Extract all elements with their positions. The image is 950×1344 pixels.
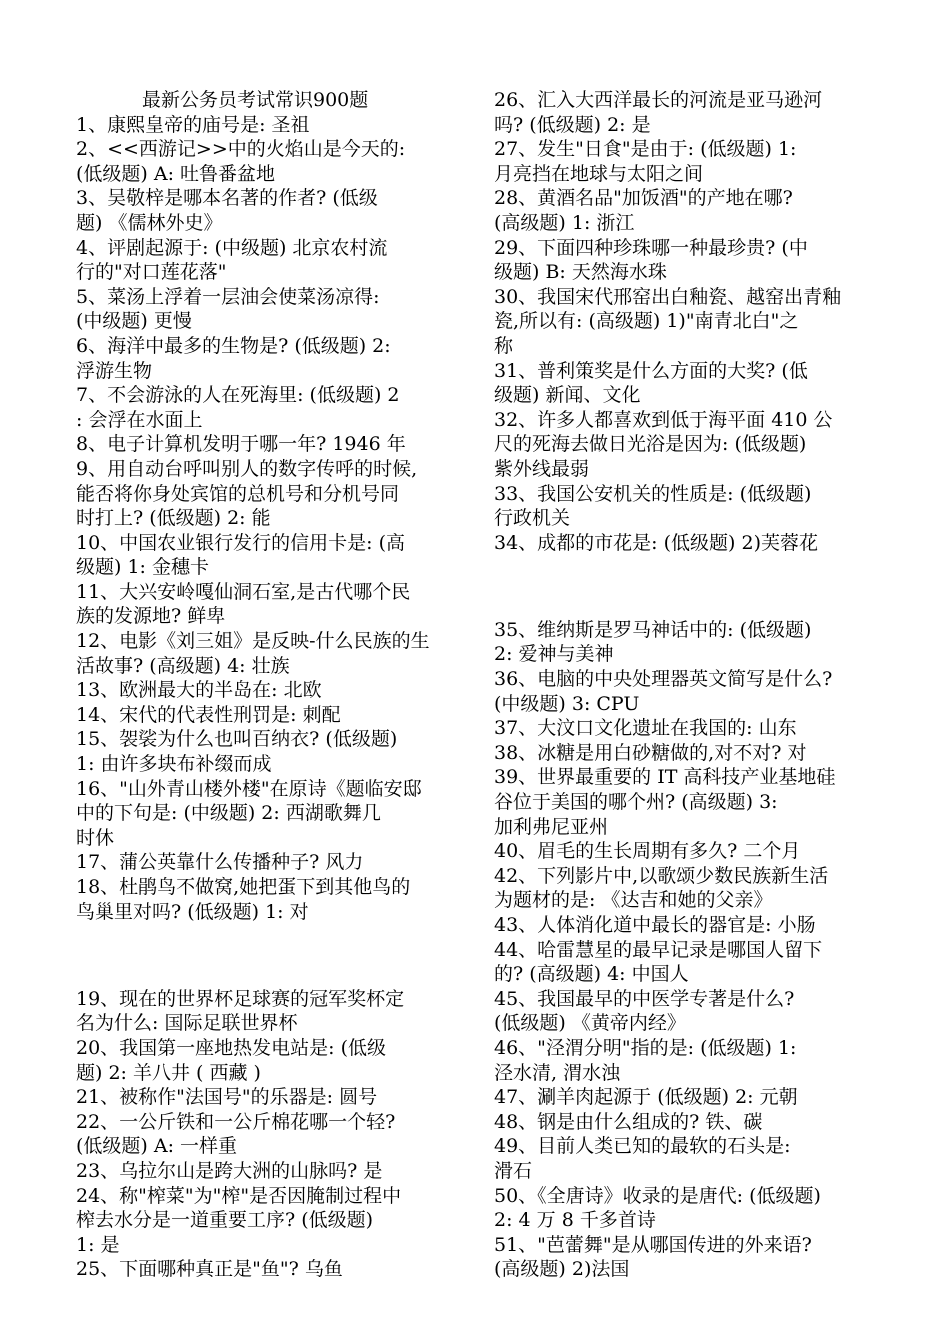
text-line: 44、哈雷慧星的最早记录是哪国人留下 xyxy=(494,938,823,961)
text-line: (高级题) 2)法国 xyxy=(494,1258,630,1281)
text-line: (中级题) 更慢 xyxy=(76,310,192,333)
text-line: 20、我国第一座地热发电站是: (低级 xyxy=(76,1036,387,1059)
text-line: 加利弗尼亚州 xyxy=(494,815,609,838)
text-line: 48、钢是由什么组成的? 铁、碳 xyxy=(494,1110,763,1133)
text-line: 27、发生"日食"是由于: (低级题) 1: xyxy=(494,138,797,161)
text-line: 滑石 xyxy=(494,1159,533,1182)
text-line: 紫外线最弱 xyxy=(494,457,590,480)
text-line: 时休 xyxy=(76,826,115,849)
text-line: 8、电子计算机发明于哪一年? 1946 年 xyxy=(76,433,406,456)
text-line: 16、"山外青山楼外楼"在原诗《题临安邸 xyxy=(76,777,422,800)
text-line: 称 xyxy=(494,334,514,357)
blank-line xyxy=(76,943,466,968)
text-line: 43、人体消化道中最长的器官是: 小肠 xyxy=(494,914,816,936)
text-line: 级题) 1: 金穗卡 xyxy=(76,556,209,579)
text-line: 50、《全唐诗》收录的是唐代: (低级题) xyxy=(494,1184,821,1207)
text-line: 2: 4 万 8 千多首诗 xyxy=(494,1209,656,1232)
left-question-list xyxy=(76,113,466,1282)
text-line: (低级题) A: 吐鲁番盆地 xyxy=(76,162,276,185)
right-question-list xyxy=(494,88,886,1282)
text-line: 14、宋代的代表性刑罚是: 刺配 xyxy=(76,703,341,726)
text-line: : 会浮在水面上 xyxy=(76,408,203,431)
text-line: 39、世界最重要的 IT 高科技产业基地硅 xyxy=(494,766,836,789)
text-line: 级题) 新闻、文化 xyxy=(494,384,641,407)
text-line: 32、许多人都喜欢到低于海平面 410 公 xyxy=(494,408,833,431)
text-line: 38、冰糖是用白砂糖做的,对不对? 对 xyxy=(494,741,807,764)
text-line: 2: 爱神与美神 xyxy=(494,643,614,666)
text-line: 29、下面四种珍珠哪一种最珍贵? (中 xyxy=(494,236,808,259)
text-line: 尺的死海去做日光浴是因为: (低级题) xyxy=(494,433,807,456)
text-line: 题) 2: 羊八井 ( 西藏 ) xyxy=(76,1061,261,1084)
text-line: 题) 《儒林外史》 xyxy=(76,211,223,234)
text-line: 9、用自动台呼叫别人的数字传呼的时候, xyxy=(76,457,418,480)
text-line: 2、<<西游记>>中的火焰山是今天的: xyxy=(76,138,406,161)
text-line: 34、成都的市花是: (低级题) 2)芙蓉花 xyxy=(494,531,818,554)
text-line: 谷位于美国的哪个州? (高级题) 3: xyxy=(494,791,778,814)
text-line: 51、"芭蕾舞"是从哪国传进的外来语? xyxy=(494,1233,812,1256)
text-line: 月亮挡在地球与太阳之间 xyxy=(494,162,704,185)
text-line: 能否将你身处宾馆的总机号和分机号同 xyxy=(76,482,400,505)
text-line: 1、康熙皇帝的庙号是: 圣祖 xyxy=(76,113,310,136)
text-line: (低级题) 《黄帝内经》 xyxy=(494,1012,686,1035)
text-line: (中级题) 3: CPU xyxy=(494,692,640,715)
text-line: 37、大汶口文化遗址在我国的: 山东 xyxy=(494,717,797,740)
left-column xyxy=(76,88,466,1282)
text-line: 鸟巢里对吗? (低级题) 1: 对 xyxy=(76,900,309,923)
text-line: 26、汇入大西洋最长的河流是亚马逊河 xyxy=(494,89,823,111)
text-line: 时打上? (低级题) 2: 能 xyxy=(76,507,271,530)
text-line: 1: 是 xyxy=(76,1233,120,1256)
text-line: 榨去水分是一道重要工序? (低级题) xyxy=(76,1209,374,1232)
text-line: 36、电脑的中央处理器英文简写是什么? xyxy=(494,668,833,691)
text-line: 行的"对口莲花落" xyxy=(76,261,227,284)
text-line: 瓷,所以有: (高级题) 1)"南青北白"之 xyxy=(494,310,799,333)
text-line: 5、菜汤上浮着一层油会使菜汤凉得: xyxy=(76,285,380,308)
text-line: 行政机关 xyxy=(494,507,571,530)
text-line: 17、蒲公英靠什么传播种子? 风力 xyxy=(76,851,364,874)
text-line: 30、我国宋代邢窑出白釉瓷、越窑出青釉 xyxy=(494,285,842,308)
text-line: 31、普利策奖是什么方面的大奖? (低 xyxy=(494,359,808,382)
text-line: 33、我国公安机关的性质是: (低级题) xyxy=(494,482,812,505)
text-line: 28、黄酒名品"加饭酒"的产地在哪? xyxy=(494,187,793,210)
text-line: 35、维纳斯是罗马神话中的: (低级题) xyxy=(494,618,812,641)
text-line: 15、袈裟为什么也叫百纳衣? (低级题) xyxy=(76,728,398,751)
text-line: 10、中国农业银行发行的信用卡是: (高 xyxy=(76,531,406,554)
text-line: 22、一公斤铁和一公斤棉花哪一个轻? xyxy=(76,1110,396,1133)
page-title: 最新公务员考试常识900题 xyxy=(142,89,369,111)
text-line: 为题材的是: 《达吉和她的父亲》 xyxy=(494,889,773,912)
text-line: 6、海洋中最多的生物是? (低级题) 2: xyxy=(76,334,391,357)
text-line: 40、眉毛的生长周期有多久? 二个月 xyxy=(494,840,801,863)
text-line: (低级题) A: 一样重 xyxy=(76,1135,238,1158)
text-line: 1: 由许多块布补缀而成 xyxy=(76,753,272,776)
text-line: 18、杜鹃鸟不做窝,她把蛋下到其他鸟的 xyxy=(76,876,411,898)
text-line: 族的发源地? 鲜卑 xyxy=(76,605,226,628)
text-line: 浮游生物 xyxy=(76,359,153,382)
text-line: 3、吴敬梓是哪本名著的作者? (低级 xyxy=(76,187,378,210)
text-line: 4、评剧起源于: (中级题) 北京农村流 xyxy=(76,236,388,259)
text-line: 47、涮羊肉起源于 (低级题) 2: 元朝 xyxy=(494,1086,798,1109)
text-line: 42、下列影片中,以歌颂少数民族新生活 xyxy=(494,864,829,887)
text-line: 45、我国最早的中医学专著是什么? xyxy=(494,987,795,1010)
text-line: 名为什么: 国际足联世界杯 xyxy=(76,1012,298,1035)
text-line: 12、电影《刘三姐》是反映-什么民族的生 xyxy=(76,630,430,653)
blank-line xyxy=(494,574,886,599)
text-line: 活故事? (高级题) 4: 壮族 xyxy=(76,654,290,677)
text-line: (高级题) 1: 浙江 xyxy=(494,211,635,234)
text-line: 19、现在的世界杯足球赛的冠军奖杯定 xyxy=(76,987,405,1010)
text-line: 级题) B: 天然海水珠 xyxy=(494,261,667,284)
text-line: 25、下面哪种真正是"鱼"? 乌鱼 xyxy=(76,1258,343,1281)
text-line: 的? (高级题) 4: 中国人 xyxy=(494,963,689,986)
text-line: 7、不会游泳的人在死海里: (低级题) 2 xyxy=(76,384,400,407)
text-line: 49、目前人类已知的最软的石头是: xyxy=(494,1135,791,1158)
text-line: 24、称"榨菜"为"榨"是否因腌制过程中 xyxy=(76,1184,402,1207)
right-column xyxy=(494,88,886,1282)
text-line: 中的下句是: (中级题) 2: 西湖歌舞几 xyxy=(76,802,381,825)
text-line: 23、乌拉尔山是跨大洲的山脉吗? 是 xyxy=(76,1159,383,1182)
text-line: 泾水清, 渭水浊 xyxy=(494,1061,621,1084)
text-line: 46、"泾渭分明"指的是: (低级题) 1: xyxy=(494,1036,797,1059)
text-line: 吗? (低级题) 2: 是 xyxy=(494,113,651,136)
text-line: 11、大兴安岭嘎仙洞石室,是古代哪个民 xyxy=(76,580,411,603)
text-line: 21、被称作"法国号"的乐器是: 圆号 xyxy=(76,1086,378,1109)
text-line: 13、欧洲最大的半岛在: 北欧 xyxy=(76,679,322,702)
